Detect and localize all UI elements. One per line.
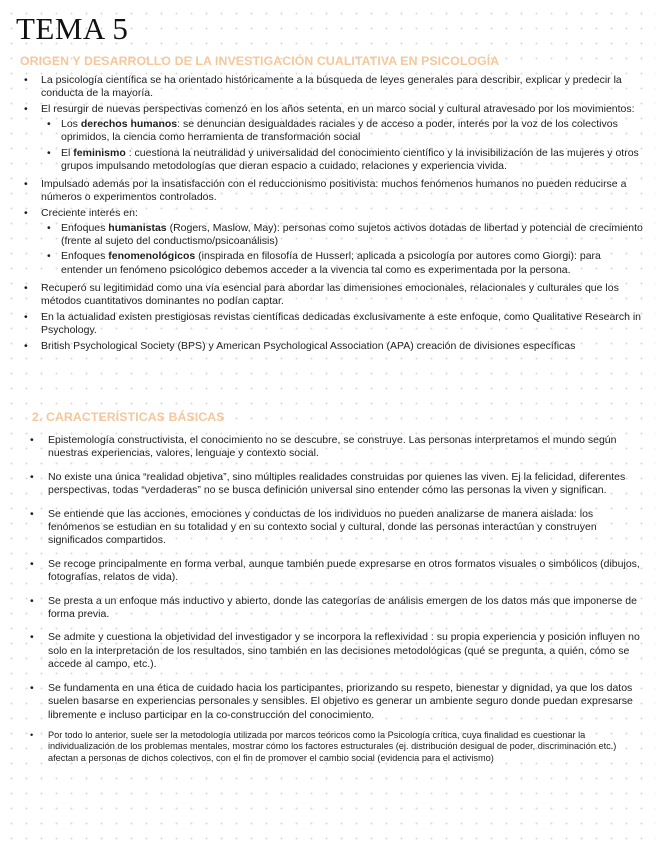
list-item: • Se entiende que las acciones, emociones y conductas de los individuos no pueden analizarse de manera aislada: los fenómenos se estudian en su totalidad y en su contexto social y cultural, donde las personas interactúan y construyen significados compartidos.	[28, 508, 646, 548]
list-item: • Se fundamenta en una ética de cuidado hacia los participantes, priorizando su respeto, bienestar y dignidad, ya que los datos suelen basarse en experiencias personales y sensibles. El objetivo es generar un ambiente seguro donde puedan expresarse libremente e incluso participar en la co-construcción del conocimiento.	[28, 682, 646, 722]
text: : cuestiona la neutralidad y universalidad del conocimiento científico y la invisibilización de las mujeres y otros grupos impulsando metodologías que dieran espacio a cuidado, relaciones y experiencia vivida.	[61, 146, 639, 172]
bold-term: fenomenológicos	[108, 250, 196, 263]
text: Enfoques	[61, 250, 109, 263]
list-item	[24, 103, 644, 173]
section-heading-origen: ORIGEN Y DESARROLLO DE LA INVESTIGACIÓN CUALITATIVA EN PSICOLOGÍA	[20, 54, 500, 68]
list-item: • No existe una única “realidad objetiva”, sino múltiples realidades construidas por quienes las viven. Ej la felicidad, diferentes perspectivas, todas “verdaderas” no se busca definición universal sino entender cómo las personas la viven y significan.	[28, 471, 646, 498]
list-item: • Por todo lo anterior, suele ser la metodología utilizada por marcos teóricos como la Psicología crítica, cuya finalidad es cuestionar la individualización de los problemas mentales, mostrar cómo los factores estructurales (ej. distribución desigual de poder, discriminación etc.) afectan a personas de dichos colectivos, con el fin de promover el cambio social (evidencia para el activismo)	[28, 730, 646, 765]
text: Los	[61, 118, 81, 131]
list-item: • Epistemología constructivista, el conocimiento no se descubre, se construye. Las personas interpretamos el mundo según nuestras experiencias, valores, lenguaje y contexto social.	[28, 434, 646, 461]
text: El	[61, 146, 74, 159]
text: Enfoques	[61, 222, 109, 235]
list-item: • La psicología científica se ha orientado históricamente a la búsqueda de leyes generales para describir, explicar y predecir la conducta de la mayoría.	[24, 74, 644, 100]
sub-list	[41, 118, 644, 173]
sub-list-item	[41, 222, 644, 248]
section-heading-caracteristicas: 2. CARACTERÍSTICAS BÁSICAS	[32, 410, 225, 424]
list-item-text: Creciente interés en:	[41, 206, 138, 219]
bold-term: derechos humanos	[80, 118, 178, 131]
sub-list	[41, 222, 644, 277]
list-item: • En la actualidad existen prestigiosas revistas científicas dedicadas exclusivamente a este enfoque, como Qualitative Research in Psychology.	[24, 311, 644, 337]
text: (Rogers, Maslow, May): personas como sujetos activos dotadas de libertad y potencial de crecimiento (frente al sujeto del conductismo/psicoanálisis)	[61, 222, 643, 248]
list-item: • Se recoge principalmente en forma verbal, aunque también puede expresarse en otros formatos visuales o simbólicos (dibujos, fotografías, relatos de vida).	[28, 558, 646, 585]
list-item-text: El resurgir de nuevas perspectivas comenzó en los años setenta, en un marco social y cultural atravesado por los movimientos:	[41, 102, 635, 115]
caracteristicas-list	[28, 434, 646, 774]
list-item: • British Psychological Society (BPS) y American Psychological Association (APA) creación de divisiones específicas	[24, 340, 644, 353]
origen-list	[24, 74, 644, 355]
page-title: TEMA 5	[16, 11, 129, 46]
list-item: • Recuperó su legitimidad como una vía esencial para abordar las dimensiones emocionales, relacionales y culturales que los métodos cuantitativos dominantes no podían captar.	[24, 282, 644, 308]
list-item: • Se admite y cuestiona la objetividad del investigador y se incorpora la reflexividad : su propia experiencia y posición influyen no solo en la interpretación de los resultados, sino también en las decisiones metodológicas (qué se pregunta, a quién, cómo se accede al campo, etc.).	[28, 631, 646, 671]
text: (inspirada en filosofía de Husserl; aplicada a psicología por autores como Giorgi): para entender un fenómeno psicológico debemos acceder a la vivencia tal como es experimentada por la persona.	[61, 250, 601, 276]
sub-list-item	[41, 118, 644, 144]
sub-list-item	[41, 250, 644, 276]
list-item: • Se presta a un enfoque más inductivo y abierto, donde las categorías de análisis emergen de los datos más que imponerse de forma previa.	[28, 595, 646, 622]
list-item	[24, 207, 644, 277]
list-item: • Impulsado además por la insatisfacción con el reduccionismo positivista: muchos fenómenos humanos no pueden reducirse a números o experimentos controlados.	[24, 178, 644, 204]
bold-term: feminismo	[73, 146, 126, 159]
bold-term: humanistas	[108, 222, 167, 235]
sub-list-item	[41, 147, 644, 173]
text: : se denuncian desigualdades raciales y de acceso a poder, interés por la voz de los colectivos oprimidos, la ciencia como herramienta de transformación social	[61, 118, 618, 144]
